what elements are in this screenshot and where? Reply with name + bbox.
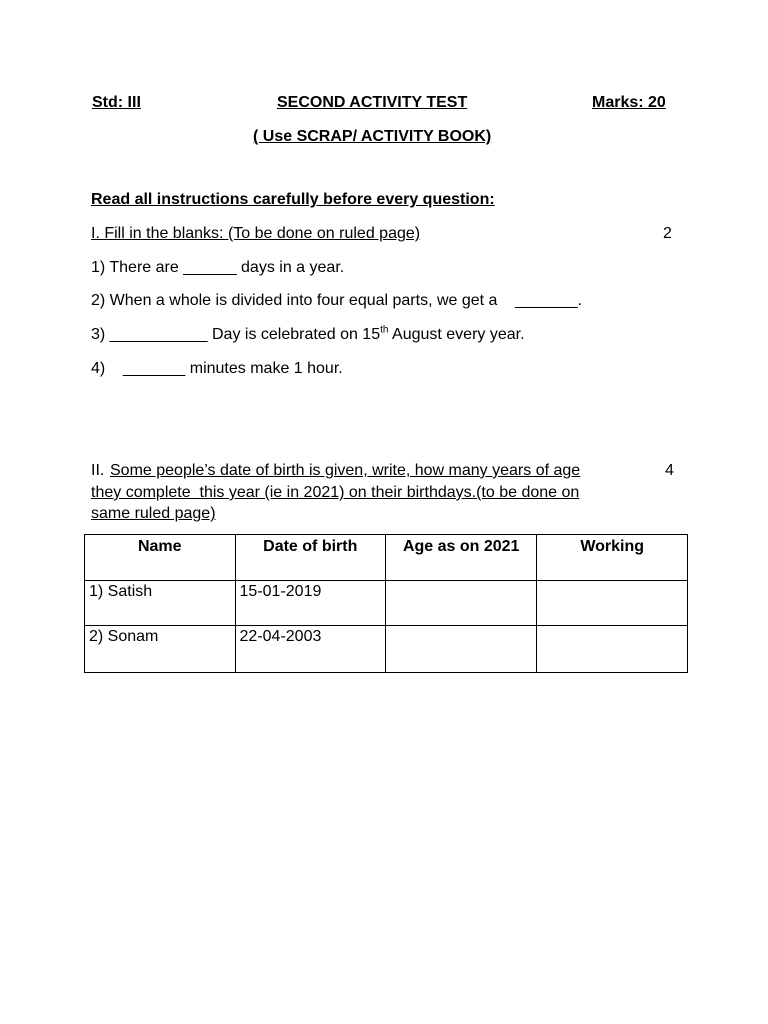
question-3-superscript: th [380,324,389,336]
cell-working[interactable] [537,626,688,673]
age-table [84,534,688,673]
question-3-text-before: 3) ___________ Day is celebrated on 15 [91,326,381,343]
cell-working[interactable] [537,581,688,626]
section2-line-3: same ruled page) [91,505,216,522]
section2-line-1: Some people’s date of birth is given, write, how many years of age [110,462,581,479]
question-4 [91,360,343,378]
header-working: Working [537,535,688,581]
section2-line-2: they complete this year (ie in 2021) on their birthdays.(to be done on [91,484,580,501]
question-3-text-after: August every year. [388,326,525,343]
section2-number: II. [91,462,105,479]
question-3 [91,326,525,344]
total-marks: Marks: 20 [592,94,666,111]
question-2 [91,292,582,310]
section2-marks: 4 [665,462,674,479]
instructions-heading: Read all instructions carefully before every question: [91,191,495,208]
cell-name: 1) Satish [85,581,236,626]
cell-date-of-birth: 22-04-2003 [235,626,385,673]
header-name: Name [85,535,236,581]
cell-age[interactable] [385,581,536,626]
test-title: SECOND ACTIVITY TEST [277,94,468,111]
table-row [85,581,688,626]
question-2-text: 2) When a whole is divided into four equal parts, we get a _______. [91,292,582,309]
std-label: Std: III [92,94,141,111]
question-1: 1) There are ______ days in a year. [91,259,345,276]
table-row [85,626,688,673]
header-age: Age as on 2021 [385,535,536,581]
header-date-of-birth: Date of birth [235,535,385,581]
cell-date-of-birth: 15-01-2019 [235,581,385,626]
section1-heading: I. Fill in the blanks: (To be done on ruled page) [91,225,421,242]
cell-name: 2) Sonam [85,626,236,673]
question-4-text: 4) _______ minutes make 1 hour. [91,360,343,377]
section1-marks: 2 [663,225,672,242]
table-header-row [85,535,688,581]
subtitle: ( Use SCRAP/ ACTIVITY BOOK) [253,128,492,145]
cell-age[interactable] [385,626,536,673]
